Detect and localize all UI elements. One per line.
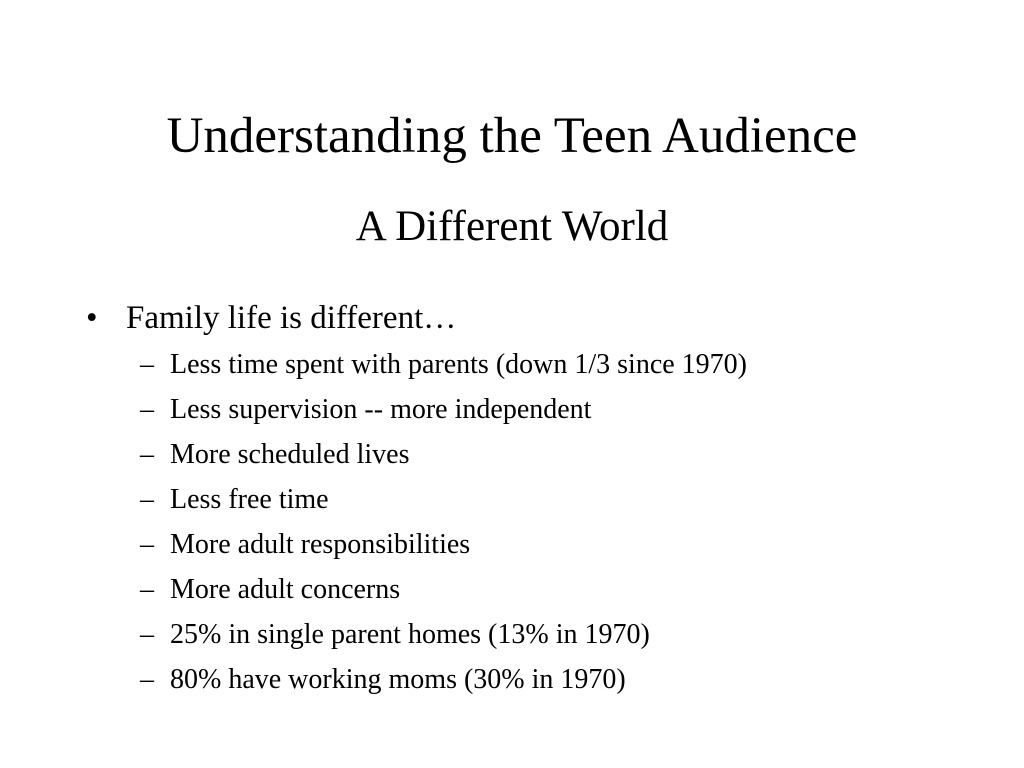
sub-bullet-text: 80% have working moms (30% in 1970): [170, 664, 626, 695]
sub-bullet-text: Less free time: [170, 484, 329, 515]
sub-bullet-marker: –: [140, 349, 154, 380]
sub-bullet-item: [86, 567, 966, 612]
sub-bullet-list: [86, 342, 966, 702]
sub-bullet-marker: –: [140, 529, 154, 560]
sub-bullet-item: [86, 657, 966, 702]
sub-bullet-item: [86, 522, 966, 567]
sub-bullet-text: More scheduled lives: [170, 439, 410, 470]
bullet-item: [86, 296, 966, 340]
sub-bullet-item: [86, 432, 966, 477]
bullet-text: Family life is different…: [126, 300, 457, 336]
sub-bullet-marker: –: [140, 484, 154, 515]
bullet-list: [86, 296, 966, 702]
sub-bullet-item: [86, 342, 966, 387]
sub-bullet-text: More adult concerns: [170, 574, 401, 605]
sub-bullet-text: Less time spent with parents (down 1/3 since 1970): [170, 349, 748, 380]
sub-bullet-marker: –: [140, 664, 154, 695]
sub-bullet-item: [86, 387, 966, 432]
sub-bullet-marker: –: [140, 394, 154, 425]
slide-title: Understanding the Teen Audience: [166, 108, 858, 164]
sub-list-container: [86, 342, 966, 702]
sub-bullet-marker: –: [140, 439, 154, 470]
sub-bullet-marker: –: [140, 574, 154, 605]
sub-bullet-text: Less supervision -- more independent: [170, 394, 592, 425]
slide-subtitle: A Different World: [355, 203, 669, 250]
sub-bullet-text: 25% in single parent homes (13% in 1970): [170, 619, 650, 650]
bullet-marker: •: [86, 300, 98, 336]
sub-bullet-item: [86, 612, 966, 657]
sub-bullet-text: More adult responsibilities: [170, 529, 471, 560]
sub-bullet-item: [86, 477, 966, 522]
sub-bullet-marker: –: [140, 619, 154, 650]
